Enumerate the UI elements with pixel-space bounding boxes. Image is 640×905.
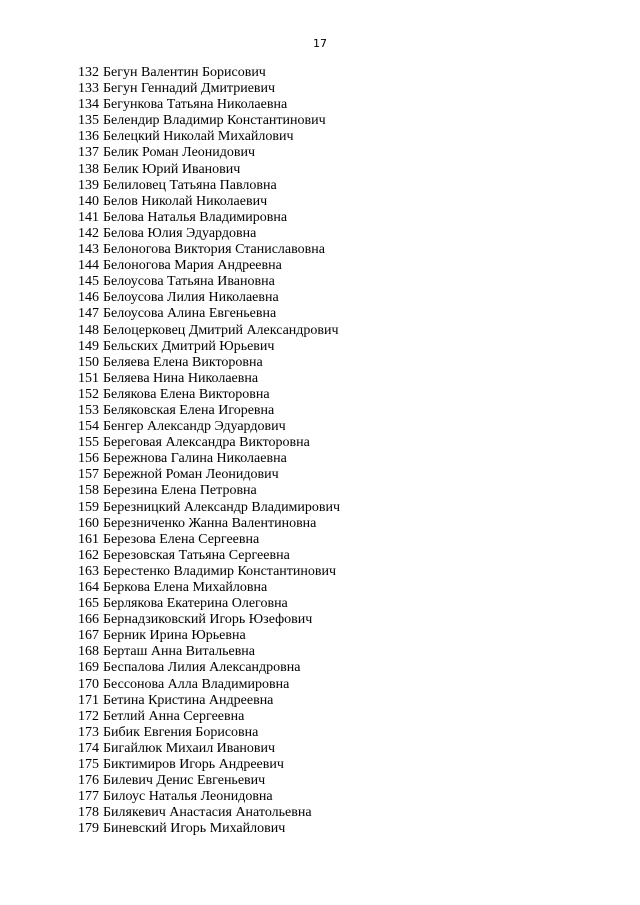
list-item bbox=[78, 564, 340, 580]
list-item bbox=[78, 789, 340, 805]
entry-name: Белова Юлия Эдуардовна bbox=[103, 225, 257, 241]
entry-name: Бетлий Анна Сергеевна bbox=[103, 708, 245, 724]
entry-name: Белик Юрий Иванович bbox=[103, 161, 241, 177]
entry-number: 148 bbox=[78, 322, 99, 338]
entry-number: 144 bbox=[78, 258, 99, 274]
list-item bbox=[78, 355, 340, 371]
entry-name: Берник Ирина Юрьевна bbox=[103, 628, 246, 644]
entry-name: Бережной Роман Леонидович bbox=[103, 467, 279, 483]
entry-number: 179 bbox=[78, 821, 99, 837]
list-item bbox=[78, 387, 340, 403]
list-item bbox=[78, 596, 340, 612]
entry-name: Бессонова Алла Владимировна bbox=[103, 676, 290, 692]
entry-number: 132 bbox=[78, 65, 99, 80]
list-item bbox=[78, 580, 340, 596]
list-item bbox=[78, 516, 340, 532]
entry-number: 168 bbox=[78, 644, 99, 660]
entry-number: 149 bbox=[78, 338, 99, 354]
entry-number: 173 bbox=[78, 724, 99, 740]
list-item bbox=[78, 693, 340, 709]
list-item bbox=[78, 451, 340, 467]
entry-number: 150 bbox=[78, 354, 99, 370]
entry-name: Белякова Елена Викторовна bbox=[103, 386, 270, 402]
entry-name: Белоногова Мария Андреевна bbox=[103, 258, 282, 274]
list-item bbox=[78, 419, 340, 435]
list-item bbox=[78, 805, 340, 821]
entry-name: Белова Наталья Владимировна bbox=[103, 209, 288, 225]
entry-name: Беркова Елена Михайловна bbox=[103, 580, 268, 595]
entry-name: Березниченко Жанна Валентиновна bbox=[103, 515, 317, 531]
list-item bbox=[78, 65, 340, 81]
entry-number: 136 bbox=[78, 129, 99, 145]
entry-number: 161 bbox=[78, 531, 99, 547]
entry-number: 154 bbox=[78, 419, 99, 435]
entry-name: Белендир Владимир Константинович bbox=[103, 113, 326, 129]
entry-number: 141 bbox=[78, 209, 99, 225]
page-number: 17 bbox=[313, 37, 327, 50]
entry-name: Биневский Игорь Михайлович bbox=[103, 821, 286, 837]
entry-number: 166 bbox=[78, 612, 99, 628]
list-item bbox=[78, 435, 340, 451]
entry-number: 177 bbox=[78, 789, 99, 805]
list-item bbox=[78, 162, 340, 178]
entry-name: Беляева Елена Викторовна bbox=[103, 354, 263, 370]
entry-number: 135 bbox=[78, 113, 99, 129]
entry-name: Бегун Геннадий Дмитриевич bbox=[103, 81, 276, 97]
entry-name: Белоусова Лилия Николаевна bbox=[103, 290, 279, 306]
entry-number: 146 bbox=[78, 290, 99, 306]
list-item bbox=[78, 532, 340, 548]
entry-number: 159 bbox=[78, 499, 99, 515]
entry-number: 157 bbox=[78, 467, 99, 483]
entry-name: Билевич Денис Евгеньевич bbox=[103, 773, 266, 789]
list-item bbox=[78, 210, 340, 226]
list-item bbox=[78, 677, 340, 693]
entry-name: Белоусова Татьяна Ивановна bbox=[103, 274, 275, 290]
entry-number: 151 bbox=[78, 370, 99, 386]
entry-name: Берташ Анна Витальевна bbox=[103, 644, 256, 660]
entry-name: Березницкий Александр Владимирович bbox=[103, 499, 341, 515]
list-item bbox=[78, 97, 340, 113]
entry-name: Бернадзиковский Игорь Юзефович bbox=[103, 612, 313, 628]
list-item bbox=[78, 628, 340, 644]
list-item bbox=[78, 660, 340, 676]
entry-name: Березовская Татьяна Сергеевна bbox=[103, 547, 290, 563]
entry-name: Билоус Наталья Леонидовна bbox=[103, 789, 273, 805]
entry-name: Бетина Кристина Андреевна bbox=[103, 692, 274, 708]
list-item bbox=[78, 644, 340, 660]
entry-name: Береговая Александра Викторовна bbox=[103, 435, 310, 451]
list-item bbox=[78, 757, 340, 773]
list-item bbox=[78, 242, 340, 258]
entry-number: 138 bbox=[78, 161, 99, 177]
entry-name: Березина Елена Петровна bbox=[103, 483, 257, 499]
entry-name: Бегункова Татьяна Николаевна bbox=[103, 97, 288, 113]
list-item bbox=[78, 194, 340, 210]
list-item bbox=[78, 773, 340, 789]
entry-number: 175 bbox=[78, 757, 99, 773]
entry-number: 145 bbox=[78, 274, 99, 290]
entry-number: 158 bbox=[78, 483, 99, 499]
entry-number: 140 bbox=[78, 193, 99, 209]
entry-number: 170 bbox=[78, 676, 99, 692]
list-item bbox=[78, 113, 340, 129]
list-item bbox=[78, 612, 340, 628]
entry-number: 176 bbox=[78, 773, 99, 789]
entry-number: 155 bbox=[78, 435, 99, 451]
list-item bbox=[78, 725, 340, 741]
list-item bbox=[78, 178, 340, 194]
entry-number: 160 bbox=[78, 515, 99, 531]
entry-name: Бигайлюк Михаил Иванович bbox=[103, 740, 276, 756]
list-item bbox=[78, 548, 340, 564]
list-item bbox=[78, 290, 340, 306]
entry-name: Бельских Дмитрий Юрьевич bbox=[103, 338, 275, 354]
entry-name: Бенгер Александр Эдуардович bbox=[103, 419, 286, 435]
list-item bbox=[78, 741, 340, 757]
list-item bbox=[78, 483, 340, 499]
entry-number: 167 bbox=[78, 628, 99, 644]
entry-name: Беляковская Елена Игоревна bbox=[103, 402, 275, 418]
entry-name: Белов Николай Николаевич bbox=[103, 193, 268, 209]
entry-number: 137 bbox=[78, 145, 99, 161]
entry-number: 163 bbox=[78, 563, 99, 579]
entry-number: 133 bbox=[78, 81, 99, 97]
name-list bbox=[78, 65, 340, 838]
entry-name: Белиловец Татьяна Павловна bbox=[103, 177, 277, 193]
entry-name: Белоусова Алина Евгеньевна bbox=[103, 306, 277, 322]
list-item bbox=[78, 145, 340, 161]
entry-number: 142 bbox=[78, 225, 99, 241]
list-item bbox=[78, 258, 340, 274]
list-item bbox=[78, 709, 340, 725]
entry-name: Белоцерковец Дмитрий Александрович bbox=[103, 322, 339, 338]
entry-name: Беспалова Лилия Александровна bbox=[103, 660, 301, 676]
entry-number: 143 bbox=[78, 242, 99, 258]
entry-name: Биктимиров Игорь Андреевич bbox=[103, 757, 284, 773]
entry-name: Беляева Нина Николаевна bbox=[103, 370, 259, 386]
entry-number: 164 bbox=[78, 580, 99, 595]
entry-number: 169 bbox=[78, 660, 99, 676]
entry-number: 174 bbox=[78, 740, 99, 756]
entry-number: 153 bbox=[78, 402, 99, 418]
entry-number: 165 bbox=[78, 596, 99, 612]
list-item bbox=[78, 81, 340, 97]
list-item bbox=[78, 226, 340, 242]
list-item bbox=[78, 371, 340, 387]
entry-name: Бибик Евгения Борисовна bbox=[103, 724, 259, 740]
entry-number: 139 bbox=[78, 177, 99, 193]
entry-number: 134 bbox=[78, 97, 99, 113]
list-item bbox=[78, 306, 340, 322]
entry-name: Берлякова Екатерина Олеговна bbox=[103, 596, 288, 612]
entry-number: 178 bbox=[78, 805, 99, 821]
entry-number: 152 bbox=[78, 386, 99, 402]
list-item bbox=[78, 821, 340, 837]
list-item bbox=[78, 129, 340, 145]
entry-name: Белоногова Виктория Станиславовна bbox=[103, 242, 325, 258]
entry-name: Бережнова Галина Николаевна bbox=[103, 451, 287, 467]
entry-name: Белик Роман Леонидович bbox=[103, 145, 256, 161]
list-item bbox=[78, 467, 340, 483]
entry-name: Билякевич Анастасия Анатольевна bbox=[103, 805, 312, 821]
entry-name: Березова Елена Сергеевна bbox=[103, 531, 260, 547]
entry-number: 171 bbox=[78, 692, 99, 708]
entry-number: 172 bbox=[78, 708, 99, 724]
entry-number: 156 bbox=[78, 451, 99, 467]
entry-number: 147 bbox=[78, 306, 99, 322]
list-item bbox=[78, 274, 340, 290]
list-item bbox=[78, 323, 340, 339]
list-item bbox=[78, 339, 340, 355]
entry-name: Бегун Валентин Борисович bbox=[103, 65, 266, 80]
entry-number: 162 bbox=[78, 547, 99, 563]
entry-name: Берестенко Владимир Константинович bbox=[103, 563, 337, 579]
list-item bbox=[78, 403, 340, 419]
list-item bbox=[78, 500, 340, 516]
entry-name: Белецкий Николай Михайлович bbox=[103, 129, 294, 145]
